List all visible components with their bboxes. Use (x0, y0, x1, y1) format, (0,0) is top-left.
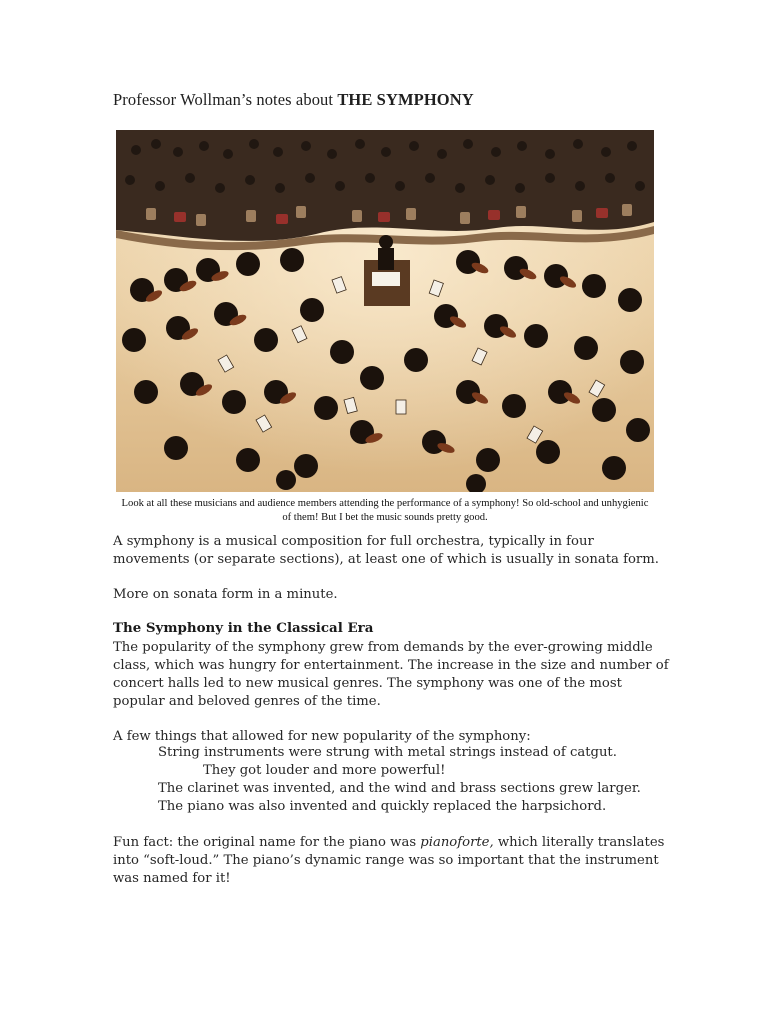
fun-fact-before: Fun fact: the original name for the piano was (113, 835, 421, 850)
figure-caption: Look at all these musicians and audience members attending the performance of a symphony! So old-school and unhygienic of them! But I bet the music sounds pretty good. (121, 498, 649, 523)
symphony-definition: A symphony is a musical composition for full orchestra, typically in four movements (or separate sections), at least one of which is usually in sonata form. (113, 534, 659, 567)
list-item: The piano was also invented and quickly replaced the harpsichord. (158, 799, 607, 814)
title-bold: THE SYMPHONY (337, 90, 474, 109)
fun-fact-after: which literally translates into “soft-loud.” The piano’s dynamic range was so important that the instrument was named for it! (113, 835, 665, 886)
list-item: The clarinet was invented, and the wind and brass sections grew larger. (158, 781, 641, 796)
classical-era-heading: The Symphony in the Classical Era (113, 620, 374, 636)
list-item-sub: They got louder and more powerful! (203, 763, 446, 778)
page-title (113, 90, 474, 110)
orchestra-illustration (116, 130, 654, 492)
classical-era-paragraph: The popularity of the symphony grew from demands by the ever-growing middle class, which was hungry for entertainment. The increase in the size and number of concert halls led to new musical genres. The symphony was one of the most popular and beloved genres of the time. (113, 640, 669, 709)
fun-fact (113, 834, 673, 888)
title-prefix: Professor Wollman’s notes about (113, 90, 338, 109)
list-item: String instruments were strung with metal strings instead of catgut. (158, 745, 617, 760)
sonata-teaser: More on sonata form in a minute. (113, 587, 338, 602)
fun-fact-italic: pianoforte, (420, 835, 494, 850)
orchestra-photo (116, 130, 654, 492)
popularity-lead: A few things that allowed for new popularity of the symphony: (113, 729, 531, 744)
